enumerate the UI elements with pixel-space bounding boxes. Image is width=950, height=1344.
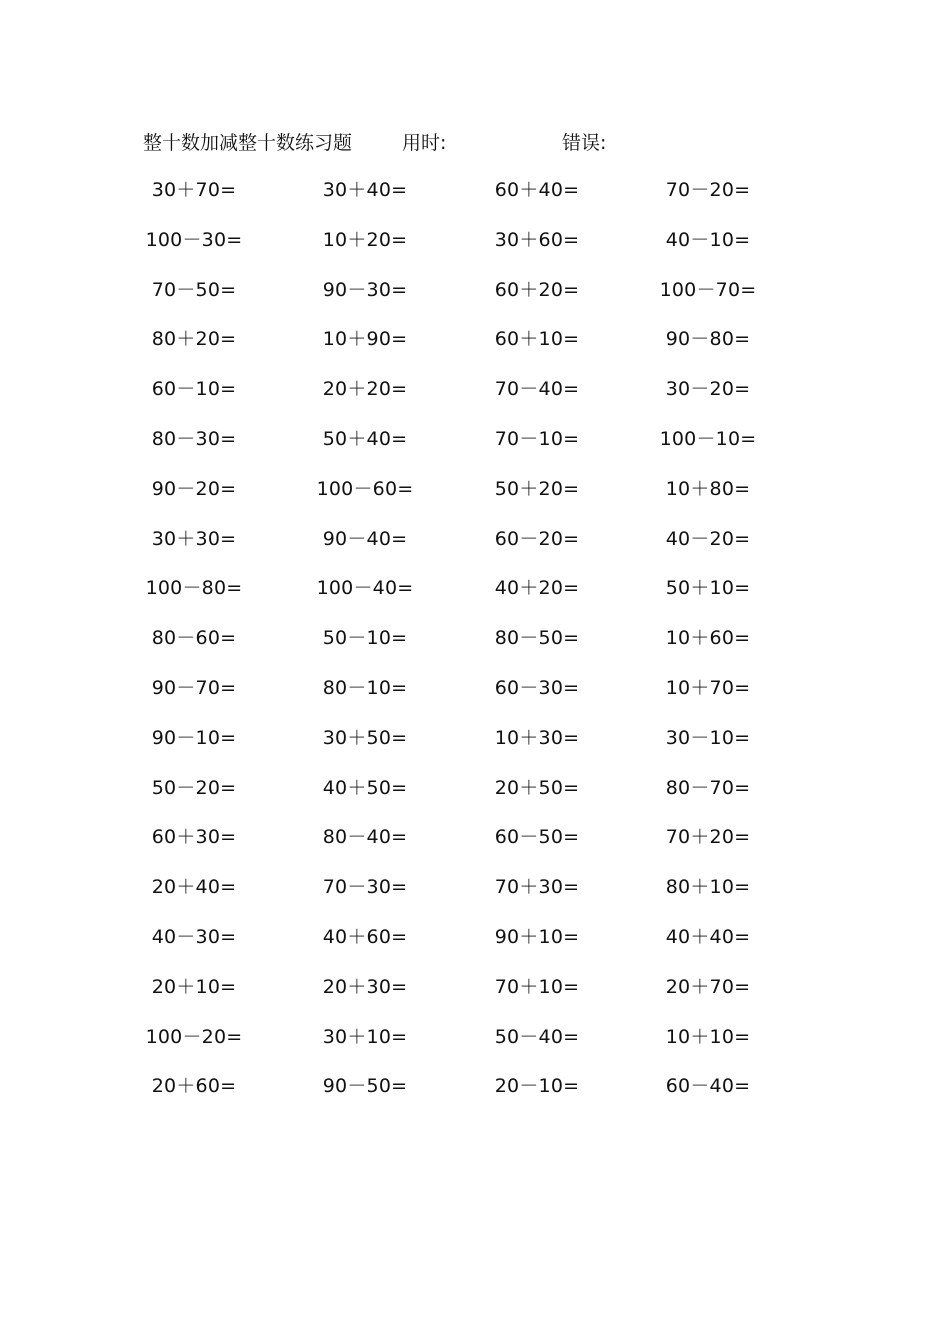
arithmetic-problem: 30－20= (665, 378, 751, 401)
arithmetic-problem: 10＋20= (322, 228, 408, 251)
arithmetic-problem: 70－50= (151, 278, 237, 301)
arithmetic-problem: 60＋40= (494, 179, 580, 201)
arithmetic-problem: 70－20= (665, 179, 751, 201)
arithmetic-problem: 30－10= (665, 726, 751, 749)
arithmetic-problem: 40＋50= (322, 776, 408, 799)
arithmetic-problem: 100－40= (316, 577, 414, 600)
arithmetic-problem: 70＋10= (494, 975, 580, 998)
arithmetic-problem: 10＋10= (665, 1025, 751, 1048)
problem-row (0, 673, 950, 723)
arithmetic-problem: 40－20= (665, 527, 751, 550)
problem-row (0, 524, 950, 574)
errors-label: 错误: (562, 132, 607, 154)
arithmetic-problem: 20＋60= (151, 1075, 237, 1098)
arithmetic-problem: 60＋20= (494, 278, 580, 301)
arithmetic-problem: 30＋10= (322, 1025, 408, 1048)
problem-row (0, 922, 950, 972)
arithmetic-problem: 10＋70= (665, 676, 751, 699)
problem-row (0, 1022, 950, 1072)
arithmetic-problem: 30＋50= (322, 726, 408, 749)
arithmetic-problem: 80－50= (494, 627, 580, 650)
arithmetic-problem: 70－30= (322, 876, 408, 899)
arithmetic-problem: 100－10= (659, 427, 757, 450)
arithmetic-problem: 20＋20= (322, 378, 408, 401)
arithmetic-problem: 80－70= (665, 776, 751, 799)
arithmetic-problem: 70＋20= (665, 826, 751, 849)
arithmetic-problem: 90－20= (151, 477, 237, 500)
arithmetic-problem: 100－60= (316, 477, 414, 500)
arithmetic-problem: 10＋30= (494, 726, 580, 749)
arithmetic-problem: 60－20= (494, 527, 580, 550)
arithmetic-problem: 30＋60= (494, 228, 580, 251)
problem-row (0, 1071, 950, 1121)
problem-row (0, 474, 950, 524)
problem-row (0, 972, 950, 1022)
arithmetic-problem: 10＋80= (665, 477, 751, 500)
arithmetic-problem: 10＋90= (322, 328, 408, 351)
arithmetic-problem: 60＋10= (494, 328, 580, 351)
arithmetic-problem: 10＋60= (665, 627, 751, 650)
arithmetic-problem: 20＋30= (322, 975, 408, 998)
time-used-label: 用时: (402, 132, 447, 154)
arithmetic-problem: 50＋20= (494, 477, 580, 500)
arithmetic-problem: 70－10= (494, 427, 580, 450)
arithmetic-problem: 90－30= (322, 278, 408, 301)
arithmetic-problem: 40＋20= (494, 577, 580, 600)
arithmetic-problem: 50＋40= (322, 427, 408, 450)
arithmetic-problem: 30＋30= (151, 527, 237, 550)
problem-row (0, 822, 950, 872)
arithmetic-problem: 90－10= (151, 726, 237, 749)
problem-row (0, 275, 950, 325)
arithmetic-problem: 90－50= (322, 1075, 408, 1098)
arithmetic-problem: 100－80= (145, 577, 243, 600)
arithmetic-problem: 60－50= (494, 826, 580, 849)
problem-row (0, 424, 950, 474)
arithmetic-problem: 20＋50= (494, 776, 580, 799)
arithmetic-problem: 30＋40= (322, 179, 408, 201)
worksheet-header (0, 128, 950, 158)
problem-row (0, 872, 950, 922)
arithmetic-problem: 50－40= (494, 1025, 580, 1048)
arithmetic-problem: 50－10= (322, 627, 408, 650)
arithmetic-problem: 90＋10= (494, 925, 580, 948)
arithmetic-problem: 70＋30= (494, 876, 580, 899)
worksheet-title: 整十数加减整十数练习题 (143, 132, 353, 154)
arithmetic-problem: 20＋40= (151, 876, 237, 899)
arithmetic-problem: 20－10= (494, 1075, 580, 1098)
arithmetic-problem: 30＋70= (151, 179, 237, 201)
arithmetic-problem: 80－40= (322, 826, 408, 849)
problem-grid (0, 175, 950, 1121)
problem-row (0, 573, 950, 623)
arithmetic-problem: 60－40= (665, 1075, 751, 1098)
problem-row (0, 773, 950, 823)
problem-row (0, 723, 950, 773)
arithmetic-problem: 100－30= (145, 228, 243, 251)
arithmetic-problem: 40－30= (151, 925, 237, 948)
arithmetic-problem: 60－10= (151, 378, 237, 401)
arithmetic-problem: 80＋10= (665, 876, 751, 899)
arithmetic-problem: 70－40= (494, 378, 580, 401)
arithmetic-problem: 50－20= (151, 776, 237, 799)
arithmetic-problem: 60－30= (494, 676, 580, 699)
arithmetic-problem: 80－60= (151, 627, 237, 650)
arithmetic-problem: 40－10= (665, 228, 751, 251)
problem-row (0, 623, 950, 673)
arithmetic-problem: 80＋20= (151, 328, 237, 351)
problem-row (0, 225, 950, 275)
arithmetic-problem: 90－70= (151, 676, 237, 699)
arithmetic-problem: 100－20= (145, 1025, 243, 1048)
problem-row (0, 175, 950, 225)
arithmetic-problem: 80－10= (322, 676, 408, 699)
arithmetic-problem: 60＋30= (151, 826, 237, 849)
arithmetic-problem: 100－70= (659, 278, 757, 301)
arithmetic-problem: 40＋40= (665, 925, 751, 948)
arithmetic-problem: 50＋10= (665, 577, 751, 600)
problem-row (0, 374, 950, 424)
arithmetic-problem: 80－30= (151, 427, 237, 450)
arithmetic-problem: 90－40= (322, 527, 408, 550)
arithmetic-problem: 20＋10= (151, 975, 237, 998)
arithmetic-problem: 40＋60= (322, 925, 408, 948)
problem-row (0, 324, 950, 374)
arithmetic-problem: 20＋70= (665, 975, 751, 998)
arithmetic-problem: 90－80= (665, 328, 751, 351)
